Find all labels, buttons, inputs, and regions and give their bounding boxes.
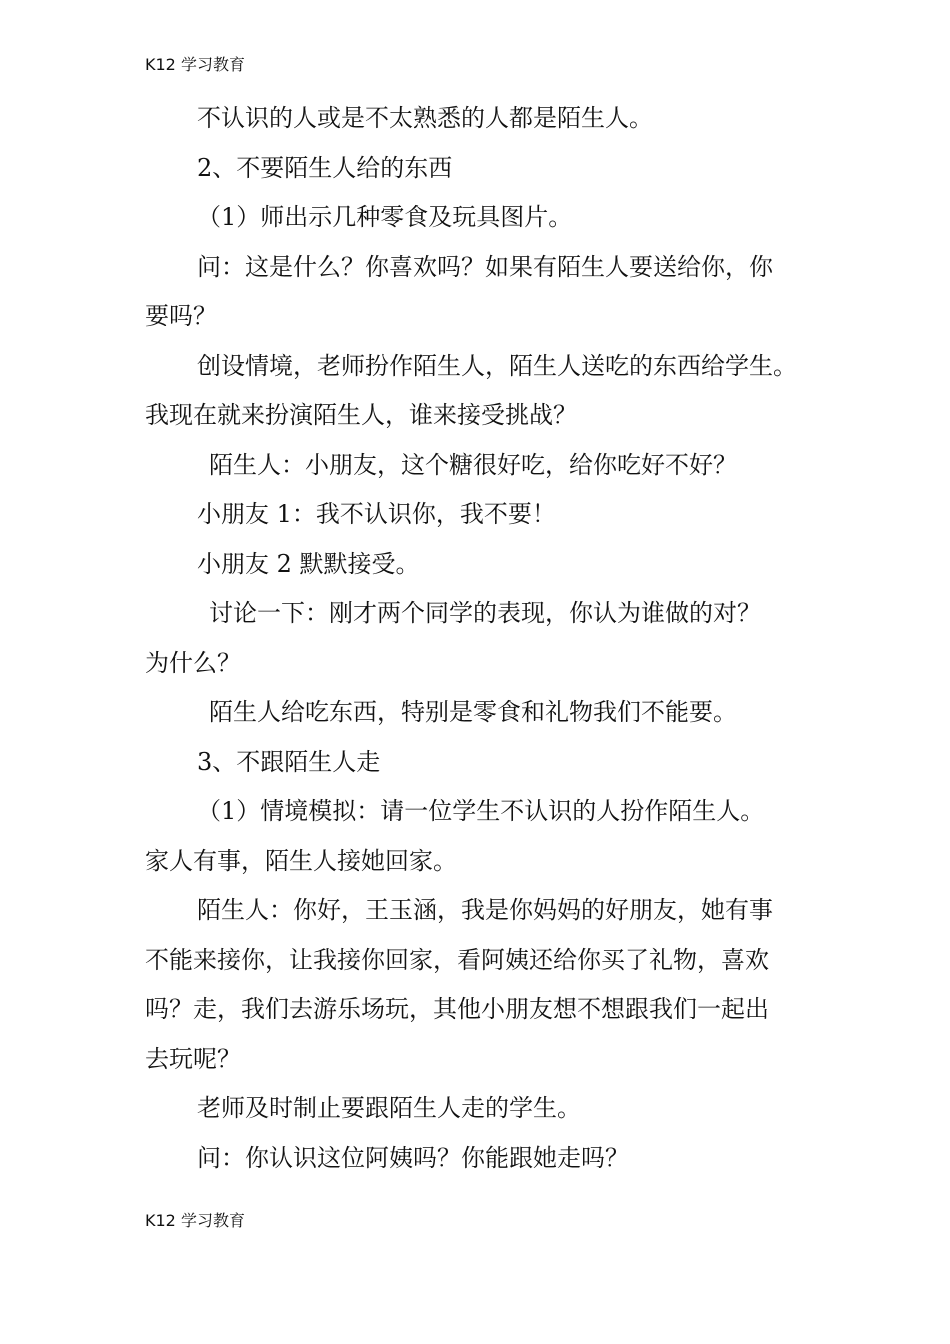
page-header: K12 学习教育 (145, 55, 245, 74)
text-line: 家人有事，陌生人接她回家。 (145, 846, 457, 875)
text-line: 讨论一下：刚才两个同学的表现，你认为谁做的对？ (209, 599, 761, 627)
document-body (145, 94, 810, 1183)
text-line: 要吗？ (145, 302, 217, 330)
text-line: （1）情境模拟：请一位学生不认识的人扮作陌生人。 (197, 797, 765, 825)
text-line: 3、不跟陌生人走 (197, 747, 381, 776)
text-line: （1）师出示几种零食及玩具图片。 (197, 203, 573, 231)
text-line: 不能来接你，让我接你回家，看阿姨还给你买了礼物，喜欢 (145, 945, 769, 974)
text-line: 为什么？ (145, 648, 241, 677)
text-line: 问：这是什么？你喜欢吗？如果有陌生人要送给你，你 (197, 252, 773, 281)
text-line: 去玩呢？ (145, 1044, 241, 1073)
text-line: 创设情境，老师扮作陌生人，陌生人送吃的东西给学生。 (197, 351, 797, 380)
text-line: 不认识的人或是不太熟悉的人都是陌生人。 (197, 104, 653, 132)
text-line: 陌生人：你好，王玉涵，我是你妈妈的好朋友，她有事 (197, 896, 773, 924)
text-line: 陌生人给吃东西，特别是零食和礼物我们不能要。 (209, 698, 737, 726)
text-line: 小朋友 1：我不认识你，我不要！ (197, 500, 556, 528)
text-line: 吗？走，我们去游乐场玩，其他小朋友想不想跟我们一起出 (145, 995, 769, 1023)
text-line: 老师及时制止要跟陌生人走的学生。 (197, 1094, 581, 1122)
text-line: 小朋友 2 默默接受。 (197, 549, 420, 578)
text-line: 陌生人：小朋友，这个糖很好吃，给你吃好不好？ (209, 450, 737, 479)
text-line: 问：你认识这位阿姨吗？你能跟她走吗？ (197, 1143, 629, 1172)
text-line: 我现在就来扮演陌生人，谁来接受挑战？ (145, 401, 577, 429)
text-line: 2、不要陌生人给的东西 (197, 153, 453, 182)
page-footer: K12 学习教育 (145, 1211, 245, 1230)
